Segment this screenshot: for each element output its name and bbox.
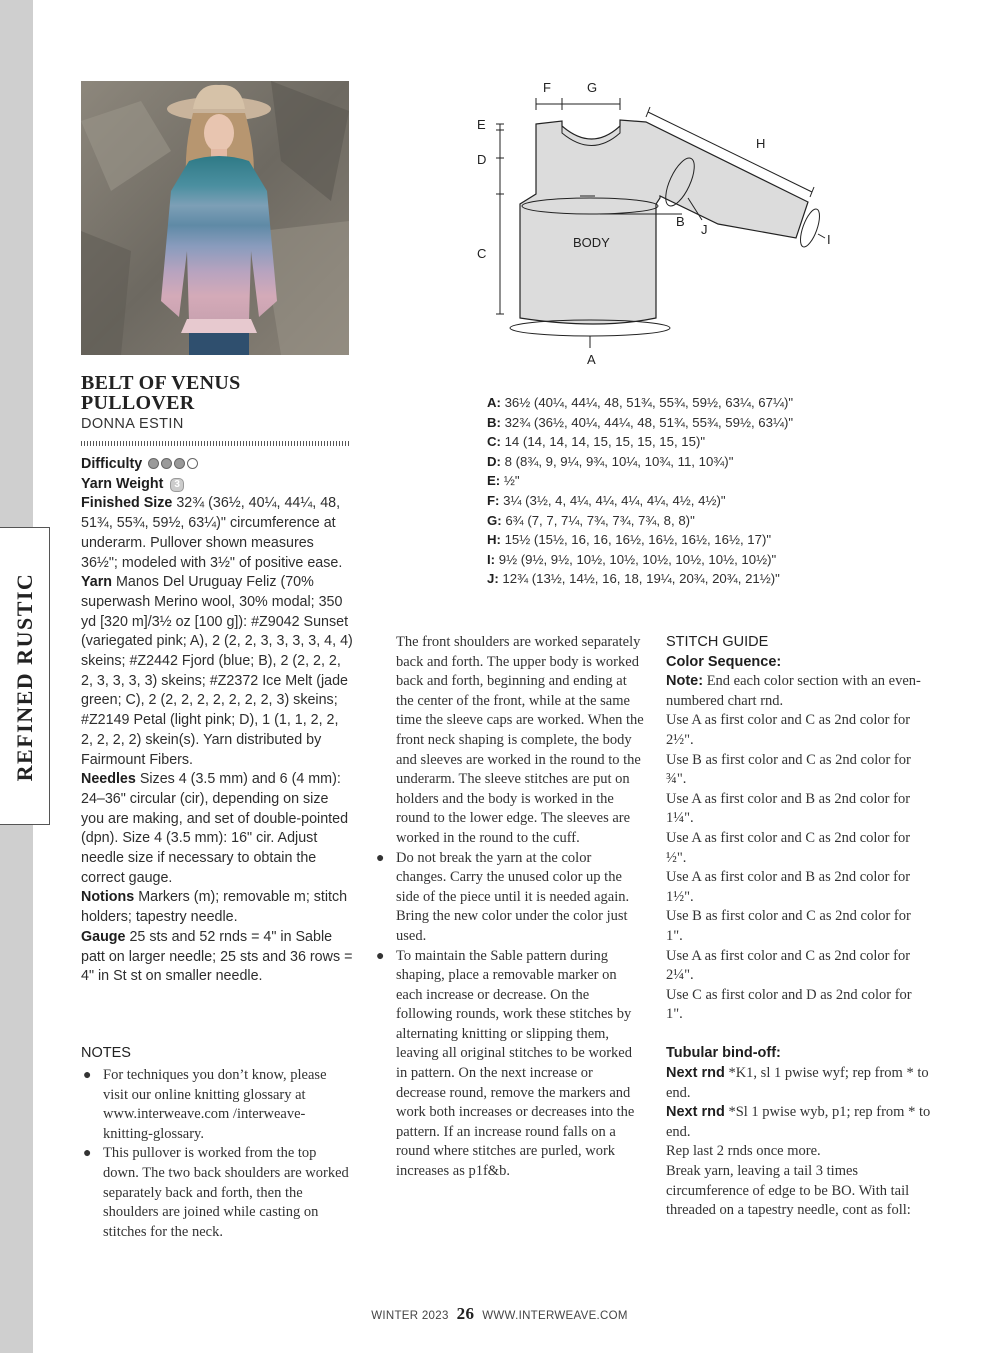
diagram-label-c: C (477, 246, 487, 261)
page-number: 26 (456, 1304, 475, 1323)
measurement-value: ½" (503, 473, 520, 489)
next-rnd-text: *Sl 1 pwise wyb, p1; rep from * to end. (666, 1104, 931, 1140)
diagram-label-f: F (543, 80, 551, 95)
finished-size-para (81, 494, 353, 573)
measurement-row (487, 452, 793, 472)
difficulty-row (81, 455, 353, 475)
yarn-label: Yarn (81, 574, 112, 591)
measurement-row (487, 432, 793, 452)
issue-label: WINTER 2023 (371, 1310, 449, 1322)
measurement-row (487, 511, 793, 531)
note-label: Note: (666, 673, 704, 690)
difficulty-dot-icon (174, 458, 185, 469)
note-text: This pullover is worked from the top down. The two back shoulders are worked separately back and forth, then the shoulders are joined while casting on stitches for the neck. (103, 1145, 349, 1240)
measurement-value: 32¾ (36½, 40¼, 44¼, 48, 51¾, 55¾, 59½, 63¼)" (504, 414, 794, 430)
notes-list (81, 1066, 353, 1242)
color-note (666, 672, 931, 711)
stitch-guide (666, 633, 931, 1221)
measurement-row (487, 413, 793, 433)
break-yarn-text: Break yarn, leaving a tail 3 times circumference of edge to be BO. With tail threaded on a tapestry needle, cont as foll: (666, 1163, 911, 1219)
color-sequence-heading: Color Sequence: (666, 653, 782, 670)
note-text: End each color section with an even-numbered chart rnd. (666, 673, 921, 709)
measurement-row (487, 550, 793, 570)
needles-text: Sizes 4 (3.5 mm) and 6 (4 mm): 24–36" circular (cir), depending on size you are making, and set of double-pointed (dpn). Size 4 (3.5 mm): 16" cir. Adjust needle size if necessary to obtain the correct gauge. (81, 771, 349, 886)
gauge-para (81, 928, 353, 987)
next-rnd-2 (666, 1103, 931, 1142)
needles-para (81, 770, 353, 888)
measurement-value: 9½ (9½, 9½, 10½, 10½, 10½, 10½, 10½, 10½)" (498, 551, 777, 567)
finished-size-text: 32¾ (36½, 40¼, 44¼, 48, 51¾, 55¾, 59½, 63¼)" circumference at underarm. Pullover shown measures 36½"; modeled with 3½" of positive ease. (81, 495, 343, 571)
needles-label: Needles (81, 771, 136, 788)
color-line: Use A as first color and B as 2nd color for 1¼". (666, 790, 911, 827)
section-label: REFINED RUSTIC (12, 572, 37, 782)
title-line-1: BELT OF VENUS (81, 372, 241, 394)
bullet-icon: ● (83, 1068, 92, 1083)
diagram-label-a: A (587, 352, 596, 367)
note-text: To maintain the Sable pattern during shaping, place a removable marker on each increase or decrease. On the following rounds, work these stitches by alternating knitting or slipping them, leaving all original stitches to be worked in pattern. On the next increase or decrease round, remove the markers and work both increases or decreases into the pattern. If an increase round falls on a round where stitches are purled, work increases as p1f&b. (396, 947, 635, 1180)
color-line: Use A as first color and C as 2nd color for 2½". (666, 712, 911, 748)
next-rnd-label: Next rnd (666, 1065, 725, 1082)
measurement-value: 3¼ (3½, 4, 4¼, 4¼, 4¼, 4¼, 4½, 4½)" (503, 492, 726, 508)
diagram-label-d: D (477, 152, 487, 167)
next-rnd-text: *K1, sl 1 pwise wyf; rep from * to end. (666, 1065, 929, 1101)
list-item (81, 1066, 353, 1144)
measurement-row (487, 569, 793, 589)
color-line: Use A as first color and C as 2nd color for ½". (666, 829, 911, 866)
diagram-label-g: G (587, 80, 598, 95)
color-line: Use C as first color and D as 2nd color for 1". (666, 986, 912, 1023)
title-line-2: PULLOVER (81, 392, 195, 414)
measurement-value: 36½ (40¼, 44¼, 48, 51¾, 55¾, 59½, 63¼, 67¼)" (504, 395, 794, 410)
bullet-icon: ● (376, 948, 385, 964)
note-text: Do not break the yarn at the color changes. Carry the unused color up the side of the piece until it is needed again. Bring the new color under the color just used. (396, 849, 630, 944)
gauge-text: 25 sts and 52 rnds = 4" in Sable patt on larger needle; 25 sts and 36 rows = 4" in St st on smaller needle. (81, 928, 353, 985)
measurement-row (487, 471, 793, 491)
schematic-diagram (470, 78, 845, 370)
notes-continued (374, 633, 644, 1182)
measurement-label: E: (487, 473, 501, 489)
yarn-weight-row (81, 475, 353, 495)
list-item (374, 947, 644, 1182)
measurement-value: 6¾ (7, 7, 7¼, 7¾, 7¾, 7¾, 8, 8)" (505, 512, 695, 528)
color-line: Use A as first color and C as 2nd color for 2¼". (666, 947, 911, 984)
diagram-label-e: E (477, 117, 486, 132)
measurement-row (487, 491, 793, 511)
finished-size-label: Finished Size (81, 495, 173, 512)
note-text: For techniques you don’t know, please visit our online knitting glossary at www.interweave.com /interweave-knitting-glossary. (103, 1067, 327, 1142)
measurement-label: F: (487, 492, 500, 508)
notions-label: Notions (81, 889, 135, 906)
notes-heading: NOTES (81, 1045, 131, 1061)
repeat-text: Rep last 2 rnds once more. (666, 1143, 821, 1160)
yarn-weight-badge: 3 (170, 478, 184, 492)
notions-para (81, 888, 353, 927)
diagram-label-b: B (676, 214, 685, 229)
measurement-value: 8 (8¾, 9, 9¼, 9¾, 10¼, 10¾, 11, 10¾)" (504, 453, 734, 469)
diagram-label-j: J (701, 222, 708, 237)
measurements-list (487, 393, 793, 589)
measurement-label: J: (487, 571, 499, 587)
stitch-guide-heading: STITCH GUIDE (666, 634, 769, 650)
diagram-label-i: I (827, 232, 831, 247)
dotted-rule (81, 441, 349, 446)
measurement-label: B: (487, 414, 501, 430)
diagram-label-h: H (756, 136, 766, 151)
measurement-label: C: (487, 434, 501, 450)
difficulty-dot-icon (161, 458, 172, 469)
measurement-value: 12¾ (13½, 14½, 16, 18, 19¼, 20¾, 20¾, 21½)" (502, 571, 780, 587)
measurement-value: 14 (14, 14, 14, 15, 15, 15, 15, 15)" (504, 434, 706, 450)
specs-block (81, 455, 353, 987)
difficulty-dot-icon (187, 458, 198, 469)
measurement-label: D: (487, 453, 501, 469)
notions-text: Markers (m); removable m; stitch holders; tapestry needle. (81, 889, 348, 926)
yarn-para (81, 573, 353, 770)
difficulty-label: Difficulty (81, 456, 143, 472)
gauge-label: Gauge (81, 928, 126, 945)
section-tab (0, 527, 50, 825)
measurement-row (487, 530, 793, 550)
measurement-label: H: (487, 532, 501, 548)
next-rnd-label: Next rnd (666, 1104, 725, 1121)
pattern-title (81, 373, 351, 413)
bullet-icon: ● (83, 1146, 92, 1162)
yarn-text: Manos Del Uruguay Feliz (70% superwash Merino wool, 30% modal; 350 yd [320 m]/3½ oz [100 g]): #Z9042 Sunset (variegated pink; A), 2 (2, 2, 3, 3, 3, 3, 4, 4) skeins; #Z2442 Fjord (blue; B), 2 (2, 2, 2, 2, 3, 3, 3, 3) skeins; #Z2372 Ice Melt (jade green; C), 2 (2, 2, 2, 2, 2, 2, 2, 3) skeins; #Z2149 Petal (light pink; D), 1 (1, 1, 2, 2, 2, 2, 2, 2) skein(s). Yarn distributed by Fairmount Fibers. (81, 574, 353, 768)
difficulty-dot-icon (148, 458, 159, 469)
measurement-label: A: (487, 395, 501, 410)
next-rnd-1 (666, 1064, 931, 1103)
model-photo (81, 81, 349, 355)
diagram-body-label: BODY (573, 235, 610, 250)
yarn-weight-label: Yarn Weight (81, 475, 164, 492)
measurement-row (487, 393, 793, 413)
color-line: Use B as first color and C as 2nd color for 1". (666, 908, 911, 944)
website-label: WWW.INTERWEAVE.COM (482, 1310, 628, 1322)
list-item (374, 849, 644, 947)
color-line: Use A as first color and B as 2nd color for 1½". (666, 869, 911, 905)
measurement-label: G: (487, 512, 502, 528)
page-footer (0, 1304, 999, 1324)
note-continuation: The front shoulders are worked separately back and forth. The upper body is worked back and forth, beginning and ending at the center of the front, while at the same time the sleeve caps are worked. When the front neck shaping is complete, the body and sleeves are worked in the round to the underarm. The sleeve stitches are put on holders and the body is worked in the round to the lower edge. The sleeves are worked in the round to the cuff. (396, 634, 644, 846)
bullet-icon: ● (376, 850, 385, 866)
difficulty-rating (146, 456, 198, 472)
designer-name: DONNA ESTIN (81, 416, 184, 432)
color-line: Use B as first color and C as 2nd color for ¾". (666, 751, 911, 788)
tubular-bind-off-heading: Tubular bind-off: (666, 1045, 781, 1062)
list-item (81, 1144, 353, 1242)
measurement-value: 15½ (15½, 16, 16, 16½, 16½, 16½, 16½, 17)" (504, 532, 772, 548)
measurement-label: I: (487, 551, 496, 567)
